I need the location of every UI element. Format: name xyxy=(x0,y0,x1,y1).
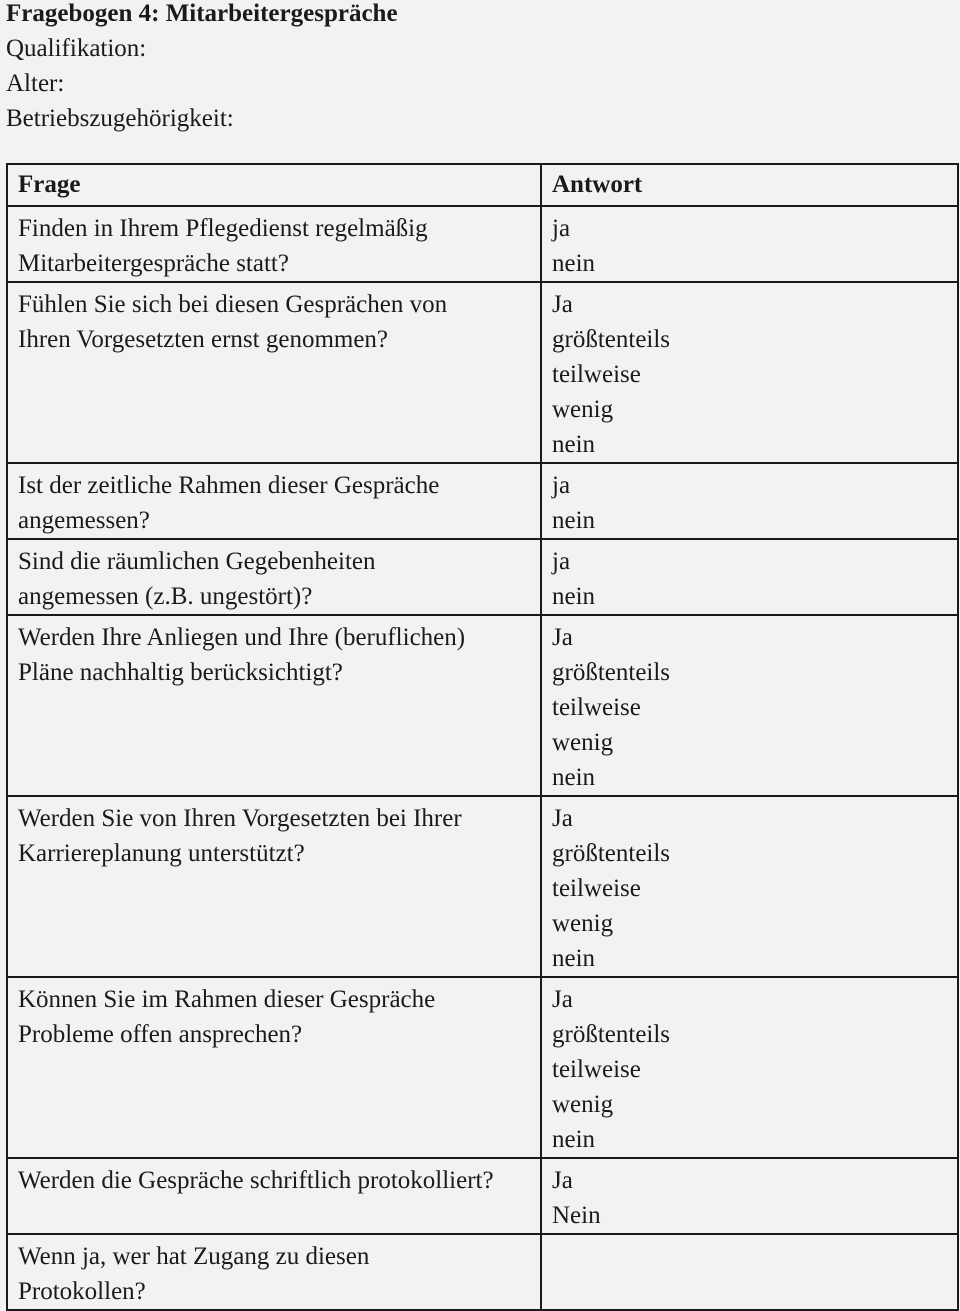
answer-option: wenig xyxy=(552,910,614,937)
question-line: Mitarbeitergespräche statt? xyxy=(18,250,289,277)
question-line: Ist der zeitliche Rahmen dieser Gespräche xyxy=(18,472,440,499)
answer-option: Nein xyxy=(552,1202,601,1229)
question-cell xyxy=(7,206,541,282)
table-row xyxy=(7,615,958,796)
answer-option: ja xyxy=(552,472,571,499)
answer-option: Ja xyxy=(552,805,573,832)
question-line: Karriereplanung unterstützt? xyxy=(18,840,305,867)
answer-option: wenig xyxy=(552,396,614,423)
answer-option: teilweise xyxy=(552,694,641,721)
answer-cell xyxy=(541,282,958,463)
question-cell xyxy=(7,463,541,539)
answer-option: größtenteils xyxy=(552,840,671,867)
question-line: Ihren Vorgesetzten ernst genommen? xyxy=(18,326,389,353)
answer-option: Ja xyxy=(552,624,573,651)
question-cell xyxy=(7,796,541,977)
questionnaire-table xyxy=(6,163,959,1311)
answer-option: größtenteils xyxy=(552,1021,671,1048)
table-row xyxy=(7,463,958,539)
answer-cell xyxy=(541,1158,958,1234)
table-row xyxy=(7,977,958,1158)
answer-option: nein xyxy=(552,945,596,972)
answer-option: nein xyxy=(552,764,596,791)
question-cell xyxy=(7,282,541,463)
answer-option: nein xyxy=(552,431,596,458)
question-line: Werden Ihre Anliegen und Ihre (beruflichen) xyxy=(18,624,466,651)
answer-option: Ja xyxy=(552,986,573,1013)
question-cell xyxy=(7,615,541,796)
question-cell xyxy=(7,1158,541,1234)
column-header-frage: Frage xyxy=(7,164,541,206)
question-line: Fühlen Sie sich bei diesen Gesprächen von xyxy=(18,291,448,318)
answer-cell xyxy=(541,206,958,282)
question-line: Werden Sie von Ihren Vorgesetzten bei Ihrer xyxy=(18,805,462,832)
answer-cell xyxy=(541,539,958,615)
answer-option: Ja xyxy=(552,1167,573,1194)
question-line: Pläne nachhaltig berücksichtigt? xyxy=(18,659,343,686)
answer-option: teilweise xyxy=(552,1056,641,1083)
table-row xyxy=(7,1234,958,1310)
answer-cell xyxy=(541,463,958,539)
answer-cell xyxy=(541,796,958,977)
answer-cell xyxy=(541,615,958,796)
question-line: Protokollen? xyxy=(18,1278,146,1305)
answer-option: nein xyxy=(552,1126,596,1153)
table-row xyxy=(7,206,958,282)
table-row xyxy=(7,539,958,615)
form-title: Fragebogen 4: Mitarbeitergespräche xyxy=(6,0,398,27)
question-line: Finden in Ihrem Pflegedienst regelmäßig xyxy=(18,215,428,242)
question-line: Wenn ja, wer hat Zugang zu diesen xyxy=(18,1243,370,1270)
answer-option: nein xyxy=(552,507,596,534)
table-row xyxy=(7,796,958,977)
answer-option: ja xyxy=(552,215,571,242)
question-cell xyxy=(7,1234,541,1310)
question-cell xyxy=(7,539,541,615)
form-header xyxy=(6,0,398,136)
question-cell xyxy=(7,977,541,1158)
answer-option: größtenteils xyxy=(552,326,671,353)
column-header-antwort: Antwort xyxy=(541,164,958,206)
question-line: angemessen? xyxy=(18,507,150,534)
answer-option: größtenteils xyxy=(552,659,671,686)
answer-option: ja xyxy=(552,548,571,575)
table-row xyxy=(7,282,958,463)
answer-option: Ja xyxy=(552,291,573,318)
answer-cell xyxy=(541,977,958,1158)
field-qualifikation: Qualifikation: xyxy=(6,35,147,62)
question-line: Probleme offen ansprechen? xyxy=(18,1021,303,1048)
question-line: Werden die Gespräche schriftlich protokolliert? xyxy=(18,1167,494,1194)
table-row xyxy=(7,1158,958,1234)
answer-cell xyxy=(541,1234,958,1310)
field-alter: Alter: xyxy=(6,70,65,97)
answer-option: nein xyxy=(552,250,596,277)
question-line: Sind die räumlichen Gegebenheiten xyxy=(18,548,376,575)
answer-option: nein xyxy=(552,583,596,610)
answer-option: teilweise xyxy=(552,361,641,388)
answer-option: wenig xyxy=(552,1091,614,1118)
answer-option: wenig xyxy=(552,729,614,756)
field-betriebszugehoerigkeit: Betriebszugehörigkeit: xyxy=(6,105,234,132)
question-line: angemessen (z.B. ungestört)? xyxy=(18,583,313,610)
answer-option: teilweise xyxy=(552,875,641,902)
table-header-row xyxy=(7,164,958,206)
question-line: Können Sie im Rahmen dieser Gespräche xyxy=(18,986,436,1013)
